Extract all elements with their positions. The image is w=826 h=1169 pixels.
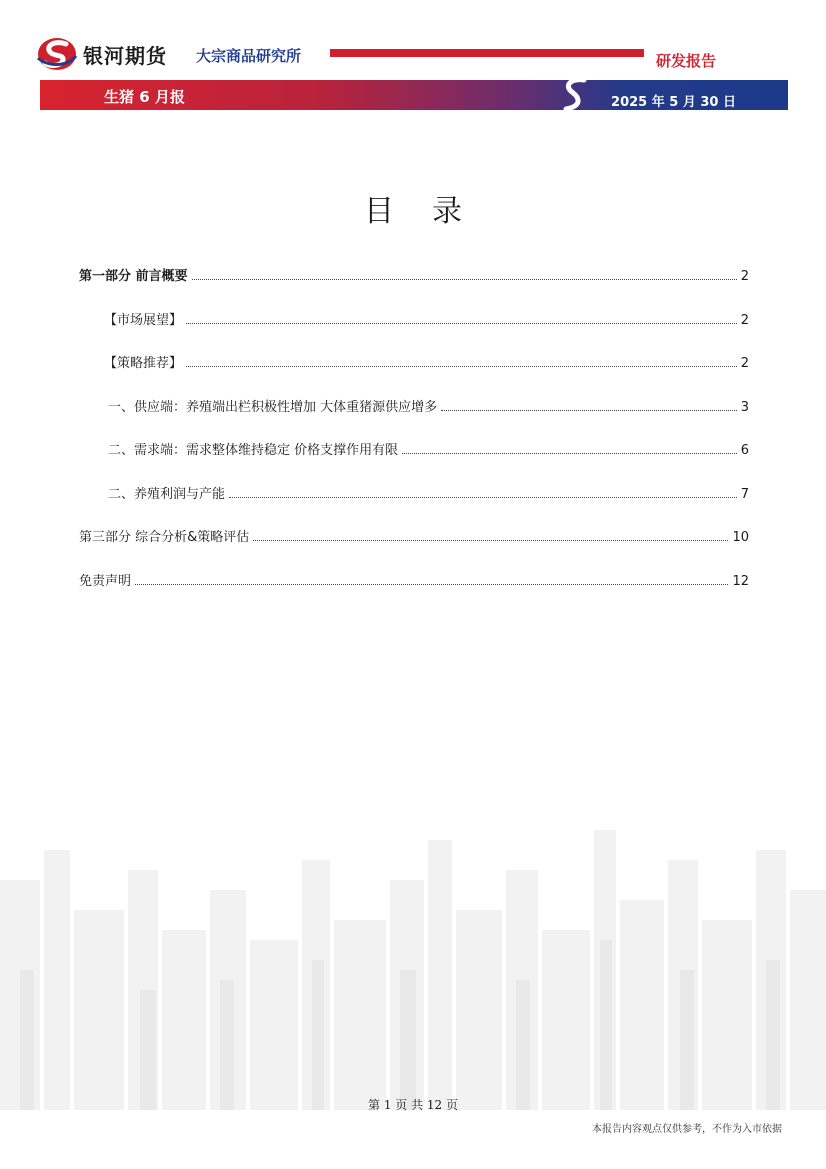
galaxy-s-logo-icon — [36, 36, 78, 72]
toc-item-label: 二、养殖利润与产能 — [108, 487, 226, 502]
toc-item-strategy[interactable] — [104, 351, 749, 371]
toc-item-supply[interactable] — [108, 395, 749, 415]
city-skyline-watermark — [0, 820, 826, 1110]
toc-item-label: 第一部分 前言概要 — [79, 269, 188, 284]
toc-leader-dots — [135, 583, 728, 585]
header-red-rule — [330, 49, 644, 57]
toc-leader-dots — [186, 322, 737, 324]
toc-item-page: 2 — [740, 269, 749, 284]
toc-item-label: 第三部分 综合分析&策略评估 — [79, 530, 250, 545]
toc-leader-dots — [441, 409, 737, 411]
toc-item-label: 免责声明 — [79, 574, 132, 589]
brand-name: 银河期货 — [83, 44, 167, 68]
toc-item-page: 7 — [740, 487, 749, 502]
toc-leader-dots — [402, 452, 737, 454]
toc-leader-dots — [253, 539, 728, 541]
toc-leader-dots — [229, 496, 737, 498]
band-s-swoosh-icon — [558, 76, 592, 112]
toc-item-disclaimer[interactable] — [79, 569, 749, 589]
toc-item-label: 【策略推荐】 — [104, 356, 183, 371]
report-date: 2025 年 5 月 30 日 — [611, 95, 736, 110]
toc-item-part-three[interactable] — [79, 525, 749, 545]
toc-item-part-one[interactable] — [79, 264, 749, 284]
toc-item-label: 【市场展望】 — [104, 313, 183, 328]
toc-item-page: 3 — [740, 400, 749, 415]
toc-item-page: 10 — [732, 530, 749, 545]
toc-item-market-outlook[interactable] — [104, 308, 749, 328]
footer-disclaimer: 本报告内容观点仅供参考，不作为入市依据 — [592, 1124, 782, 1135]
page-indicator: 第 1 页 共 12 页 — [368, 1098, 458, 1112]
toc-item-profit-capacity[interactable] — [108, 482, 749, 502]
toc-leader-dots — [192, 278, 737, 280]
toc-item-page: 6 — [740, 443, 749, 458]
institute-name: 大宗商品研究所 — [196, 47, 302, 65]
toc-item-page: 12 — [732, 574, 749, 589]
toc-item-label: 二、需求端：需求整体维持稳定 价格支撑作用有限 — [108, 443, 399, 458]
report-type: 研发报告 — [656, 52, 717, 70]
toc-item-page: 2 — [740, 313, 749, 328]
toc-item-label: 一、供应端：养殖端出栏积极性增加 大体重猪源供应增多 — [108, 400, 438, 415]
toc-leader-dots — [186, 365, 737, 367]
report-title: 生猪 6 月报 — [104, 88, 185, 106]
toc-item-page: 2 — [740, 356, 749, 371]
toc-item-demand[interactable] — [108, 438, 749, 458]
toc-title: 目录 — [364, 194, 500, 229]
